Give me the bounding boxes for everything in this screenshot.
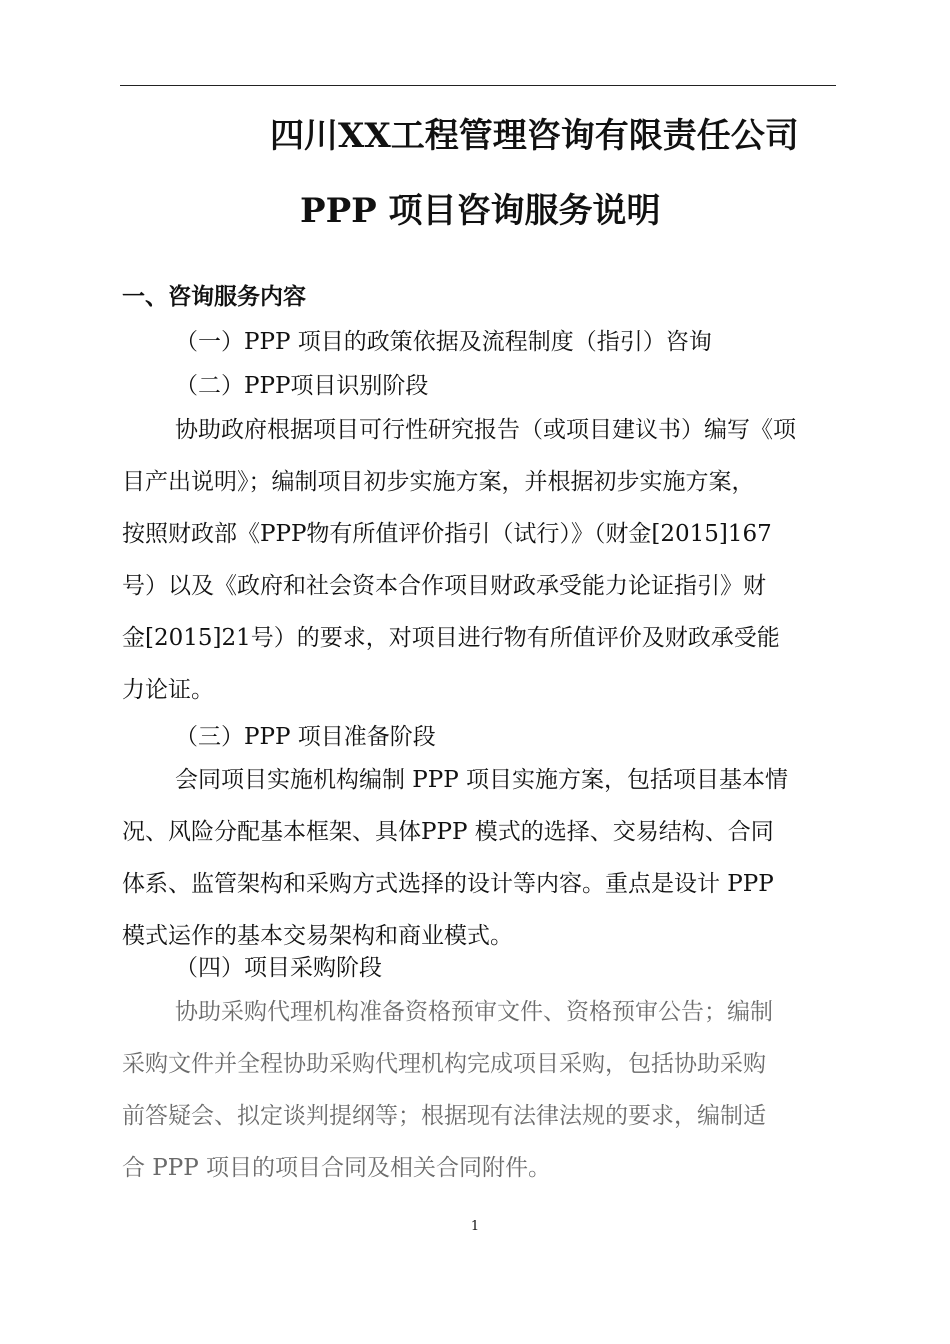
header-rule: [120, 85, 836, 86]
paragraph-line: 模式运作的基本交易架构和商业模式。: [122, 923, 513, 949]
subsection-procurement: （四）项目采购阶段: [175, 955, 382, 981]
paragraph-line: 目产出说明》；编制项目初步实施方案，并根据初步实施方案，: [122, 469, 755, 495]
paragraph-procurement: [122, 992, 838, 1200]
paragraph-line: 会同项目实施机构编制 PPP 项目实施方案，包括项目基本情: [175, 767, 789, 793]
subsection-identification: （二）PPP项目识别阶段: [175, 373, 429, 399]
paragraph-identification: [122, 410, 838, 722]
paragraph-line: 力论证。: [122, 677, 214, 703]
page-number: 1: [470, 1219, 480, 1234]
paragraph-line: 况、风险分配基本框架、具体PPP 模式的选择、交易结构、合同: [122, 819, 774, 845]
document-title: PPP 项目咨询服务说明: [300, 191, 661, 231]
paragraph-line: 号）以及《政府和社会资本合作项目财政承受能力论证指引》财: [122, 573, 766, 599]
paragraph-line: 前答疑会、拟定谈判提纲等；根据现有法律法规的要求，编制适: [122, 1103, 766, 1129]
paragraph-line: 体系、监管架构和采购方式选择的设计等内容。重点是设计 PPP: [122, 871, 774, 897]
subsection-preparation: （三）PPP 项目准备阶段: [175, 724, 436, 750]
paragraph-preparation: [122, 760, 838, 968]
section-heading: 一、咨询服务内容: [122, 283, 306, 310]
paragraph-line: 按照财政部《PPP物有所值评价指引（试行）》（财金[2015]167: [122, 521, 772, 547]
paragraph-line: 协助采购代理机构准备资格预审文件、资格预审公告；编制: [175, 999, 773, 1025]
paragraph-line: 合 PPP 项目的项目合同及相关合同附件。: [122, 1155, 552, 1181]
company-name: 四川XX工程管理咨询有限责任公司: [270, 116, 799, 156]
paragraph-line: 协助政府根据项目可行性研究报告（或项目建议书）编写《项: [175, 417, 796, 443]
subsection-policy: （一）PPP 项目的政策依据及流程制度（指引）咨询: [175, 329, 712, 355]
paragraph-line: 采购文件并全程协助采购代理机构完成项目采购，包括协助采购: [122, 1051, 766, 1077]
paragraph-line: 金[2015]21号）的要求，对项目进行物有所值评价及财政承受能: [122, 625, 780, 651]
